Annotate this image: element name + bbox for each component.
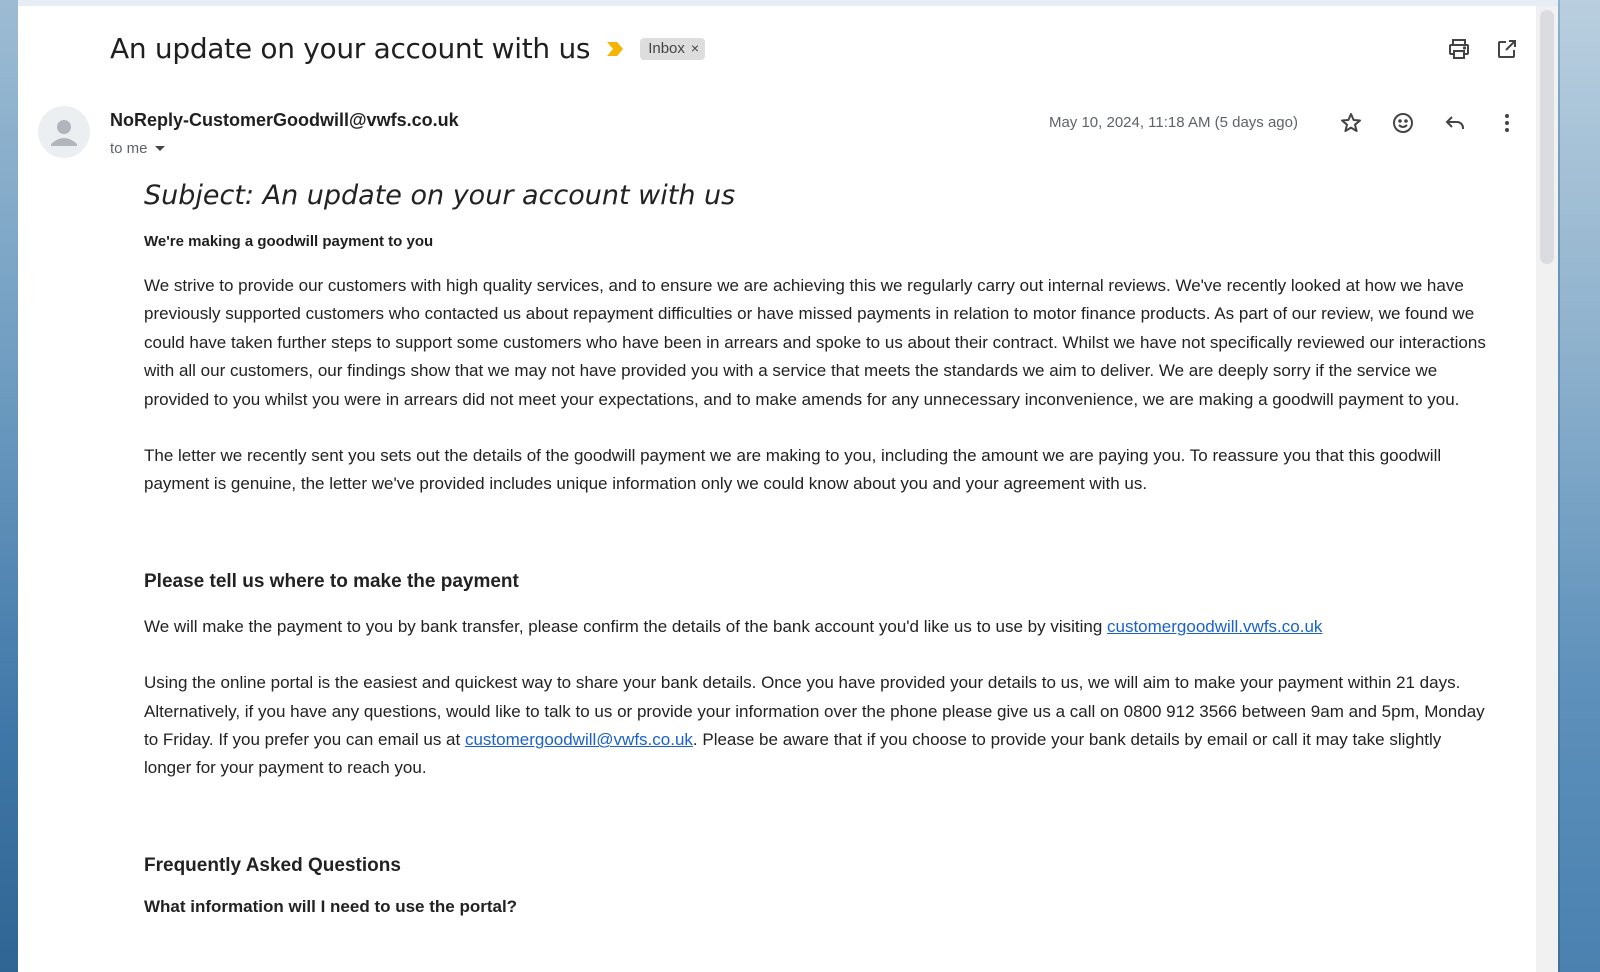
section-heading-faq: Frequently Asked Questions bbox=[144, 854, 401, 876]
emoji-icon[interactable] bbox=[1390, 110, 1416, 136]
body-paragraph-1: We strive to provide our customers with high quality services, and to ensure we are achieving this we regularly carry out internal reviews. We've recently looked at how we have previously supported customers who contacted us about repayment difficulties or have missed payments in relation to motor finance products. As part of our review, we found we could have taken further steps to support some customers who have been in arrears and spoke to us about their contract. Whilst we have not specifically reviewed our interactions with all our customers, our findings show that we may not have provided you with a service that meets the standards we aim to deliver. We are deeply sorry if the service we provided to you whilst you were in arrears did not meet your expectations, and to make amends for any unnecessary inconvenience, we are making a goodwill payment to you. bbox=[144, 276, 1486, 409]
importance-marker-icon[interactable] bbox=[606, 41, 624, 57]
reply-icon[interactable] bbox=[1442, 110, 1468, 136]
email-body bbox=[144, 174, 1489, 917]
paragraph-3-text: We will make the payment to you by bank transfer, please confirm the details of the bank account you'd like us to use by visiting bbox=[144, 616, 1107, 636]
more-vert-icon[interactable] bbox=[1494, 110, 1520, 136]
desktop-background-right bbox=[1560, 0, 1600, 972]
section-heading-payment: Please tell us where to make the payment bbox=[144, 570, 519, 592]
open-in-new-icon[interactable] bbox=[1494, 36, 1520, 62]
intro-heading: We're making a goodwill payment to you bbox=[144, 233, 434, 250]
thread-actions bbox=[1446, 36, 1520, 62]
email-view-window bbox=[18, 6, 1558, 972]
body-paragraph-3 bbox=[144, 613, 1489, 641]
recipient-label: to me bbox=[110, 140, 148, 157]
scrollbar-thumb[interactable] bbox=[1540, 10, 1554, 264]
paragraph-4-text: Using the online portal is the easiest and quickest way to share your bank details. Once you have provided your details to us, we will aim to make your payment within 21 days. Alternatively, if you have any questions, would like to talk to us or provide your information over the phone please give us a call on 0800 912 3566 between 9am and 5pm, Monday to Friday. If you prefer you can email us at bbox=[144, 673, 1485, 750]
subject-header bbox=[110, 32, 705, 65]
remove-label-icon[interactable]: × bbox=[690, 40, 700, 56]
email-subject-title: An update on your account with us bbox=[110, 32, 591, 65]
sender-address[interactable]: NoReply-CustomerGoodwill@vwfs.co.uk bbox=[110, 110, 459, 130]
label-chip-text: Inbox bbox=[648, 39, 685, 57]
paragraph-4-suffix: . Please be aware that if you choose to provide your bank details by email or call it may take slightly longer for your payment to reach you. bbox=[144, 730, 1442, 778]
star-icon[interactable] bbox=[1338, 110, 1364, 136]
chevron-down-icon bbox=[154, 145, 166, 153]
body-paragraph-4 bbox=[144, 669, 1489, 783]
portal-link[interactable]: customergoodwill.vwfs.co.uk bbox=[1107, 616, 1323, 636]
inbox-label-chip[interactable] bbox=[640, 38, 705, 60]
faq-question-1: What information will I need to use the portal? bbox=[144, 896, 518, 916]
print-icon[interactable] bbox=[1446, 36, 1472, 62]
body-subject-line: Subject: An update on your account with us bbox=[144, 180, 736, 211]
message-actions bbox=[1338, 110, 1520, 136]
email-link[interactable]: customergoodwill@vwfs.co.uk bbox=[464, 730, 693, 750]
desktop-background-left bbox=[0, 0, 20, 972]
body-paragraph-2: The letter we recently sent you sets out the details of the goodwill payment we are making to you, including the amount we are paying you. To reassure you that this goodwill payment is genuine, the letter we've provided includes unique information only we could know about you and your agreement with us. bbox=[144, 446, 1442, 494]
default-avatar-icon bbox=[38, 106, 90, 158]
recipient-details-toggle[interactable] bbox=[110, 140, 166, 157]
email-date: May 10, 2024, 11:18 AM (5 days ago) bbox=[1048, 114, 1298, 131]
scrollbar-track[interactable] bbox=[1536, 6, 1558, 972]
